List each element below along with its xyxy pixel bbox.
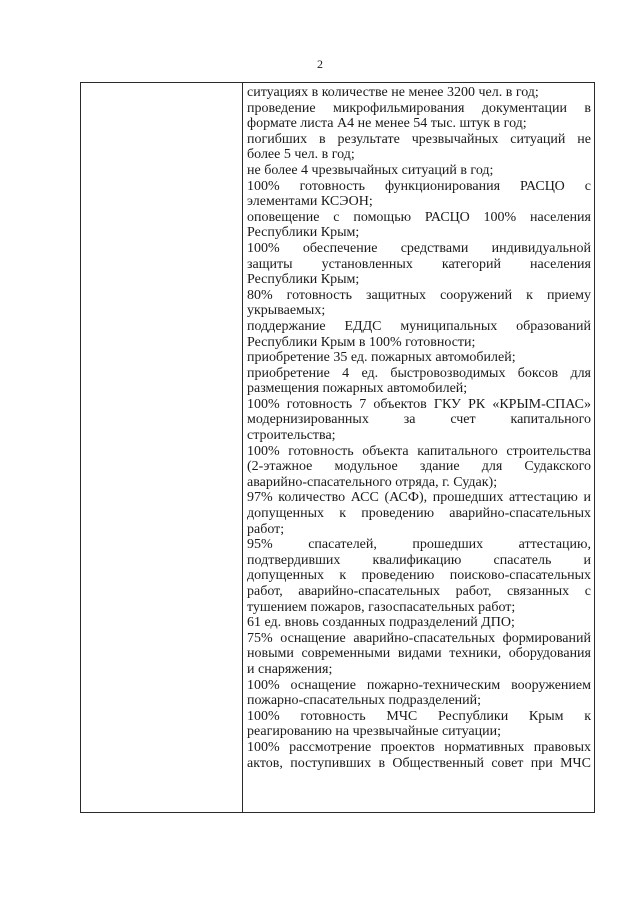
text-line: 100% готовность функционирования РАСЦО с [247,178,591,194]
text-line: тушением пожаров, газоспасательных работ; [247,599,516,615]
text-line: формате листа А4 не менее 54 тыс. штук в год; [247,116,527,132]
text-line: 75% оснащение аварийно-спасательных формирований [247,630,591,646]
text-line: размещения пожарных автомобилей; [247,381,468,397]
text-line: актов, поступивших в Общественный совет при МЧС [247,755,591,771]
text-line: Республики Крым в 100% готовности; [247,334,476,350]
text-line: более 5 чел. в год; [247,147,355,163]
text-line: 80% готовность защитных сооружений к приему [247,287,591,303]
text-line: 95% спасателей, прошедших аттестацию, [247,537,591,553]
text-line: приобретение 4 ед. быстровозводимых боксов для [247,365,591,381]
text-line: не более 4 чрезвычайных ситуаций в год; [247,162,494,178]
text-line: погибших в результате чрезвычайных ситуаций не [247,131,591,147]
text-line: строительства; [247,428,336,444]
text-line: 100% обеспечение средствами индивидуальной [247,240,591,256]
text-line: работ, аварийно-спасательных работ, связанных с [247,584,591,599]
text-line: Республики Крым; [247,225,360,241]
text-line: 100% готовность МЧС Республики Крым к [247,708,591,724]
text-line: проведение микрофильмирования документации в [247,100,591,116]
text-line: приобретение 35 ед. пожарных автомобилей; [247,350,516,366]
indicators-text [247,85,591,771]
text-line: работ; [247,521,285,537]
text-line: (2-этажное модульное здание для Судакского [247,459,591,475]
table-row [81,83,595,813]
text-line: защиты установленных категорий населения [247,256,591,272]
text-line: 100% оснащение пожарно-техническим вооружением [247,677,591,693]
text-line: и снаряжения; [247,661,333,677]
text-line: укрываемых; [247,303,326,319]
indicators-cell [243,83,595,813]
indicators-table [80,82,595,813]
text-line: 100% готовность 7 объектов ГКУ РК «КРЫМ-СПАС» [247,396,591,412]
text-line: 100% рассмотрение проектов нормативных правовых [247,739,591,755]
text-line: Республики Крым; [247,272,360,288]
text-line: ситуациях в количестве не менее 3200 чел. в год; [247,85,539,100]
text-line: подтвердивших квалификацию спасатель и [247,552,591,568]
text-line: 97% количество АСС (АСФ), прошедших аттестацию и [247,490,591,506]
text-line: аварийно-спасательного отряда, г. Судак); [247,474,498,490]
text-line: оповещение с помощью РАСЦО 100% населения [247,209,591,225]
text-line: допущенных к проведению аварийно-спасательных [247,506,591,522]
text-line: реагированию на чрезвычайные ситуации; [247,724,501,740]
text-line: пожарно-спасательных подразделений; [247,693,482,709]
text-line: модернизированных за счет капитального [247,412,591,428]
text-line: 100% готовность объекта капитального строительства [247,443,591,459]
text-line: поддержание ЕДДС муниципальных образований [247,318,591,334]
text-line: элементами КСЭОН; [247,194,373,210]
text-line: новыми современными видами техники, оборудования [247,646,591,662]
text-line: 61 ед. вновь созданных подразделений ДПО; [247,615,515,631]
page-number: 2 [317,57,323,71]
empty-left-cell [81,83,243,813]
text-line: допущенных к проведению поисково-спасательных [247,568,591,584]
